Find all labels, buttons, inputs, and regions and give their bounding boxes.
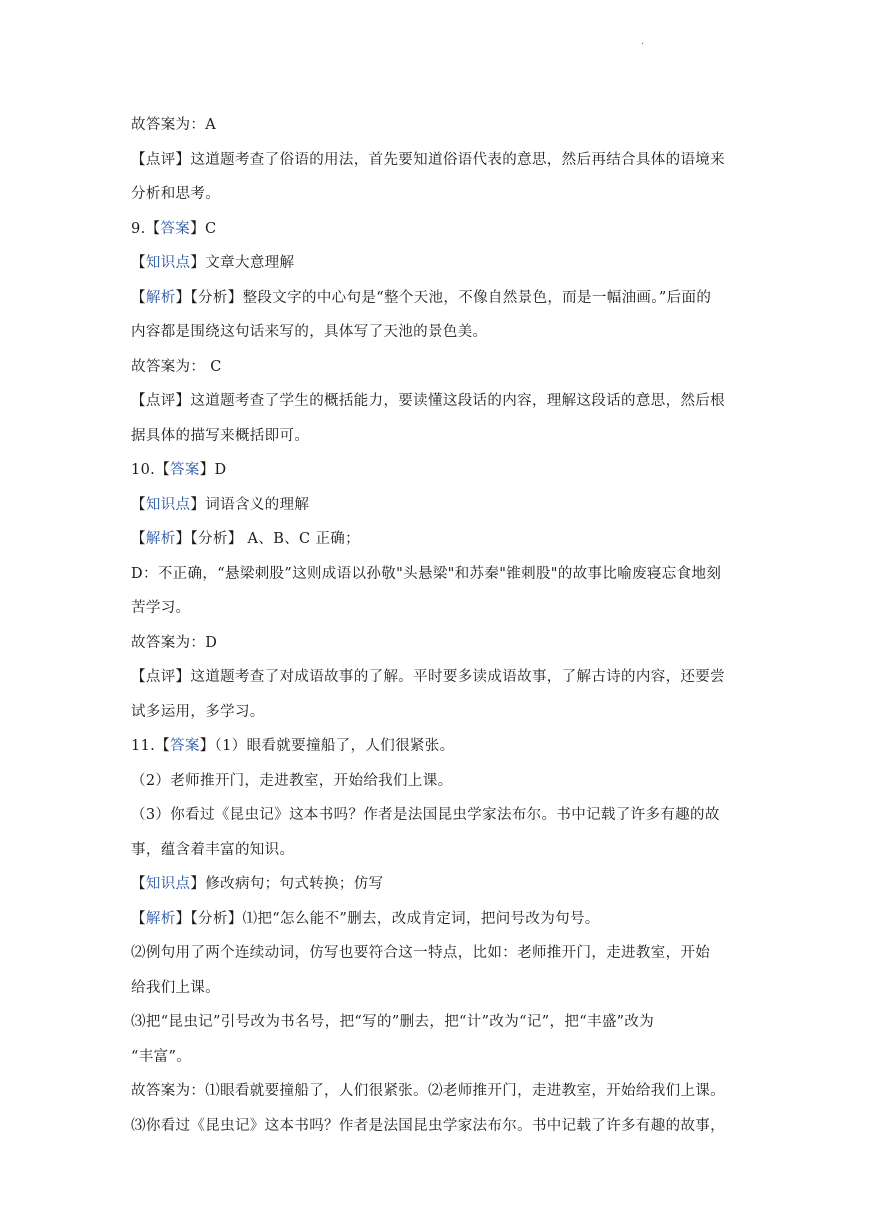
- text-line: [131, 833, 741, 868]
- text-span: 【: [145, 220, 161, 237]
- text-line: [131, 315, 741, 350]
- text-line: [131, 729, 741, 764]
- text-span: 【点评】这道题考查了学生的概括能力，要读懂这段话的内容，理解这段话的意思，然后根: [131, 393, 725, 409]
- text-span: ⑵例句用了两个连续动词，仿写也要符合这一特点，比如：老师推开门，走进教室，开始: [131, 945, 711, 961]
- text-line: [131, 867, 741, 902]
- text-span: 【: [131, 531, 146, 547]
- text-span: 【: [155, 462, 170, 478]
- text-span: 】: [190, 876, 206, 892]
- text-span: 9.: [131, 220, 146, 237]
- text-span: 11.: [131, 738, 156, 754]
- text-span: 【: [155, 738, 170, 754]
- text-span: 】: [199, 738, 215, 754]
- text-line: [131, 108, 741, 143]
- text-span: 】: [199, 462, 215, 478]
- text-line: [131, 419, 741, 454]
- text-span: 故答案为：⑴眼看就要撞船了，人们很紧张。⑵老师推开门，走进教室，开始给我们上课。: [131, 1083, 725, 1099]
- text-span: （2）老师推开门，走进教室，开始给我们上课。: [131, 772, 453, 789]
- text-line: [131, 143, 741, 178]
- text-span: “丰富”。: [131, 1048, 192, 1065]
- text-line: [131, 177, 741, 212]
- page-marker-dot: .: [641, 36, 645, 47]
- text-line: [131, 798, 741, 833]
- text-span: 故答案为：A: [131, 117, 217, 133]
- text-line: [131, 557, 741, 592]
- text-span: ⑶你看过《昆虫记》这本书吗？作者是法国昆虫学家法布尔。书中记载了许多有趣的故事，: [131, 1117, 725, 1134]
- text-span: 10.: [131, 462, 156, 478]
- text-span: 分析和思考。: [131, 186, 221, 202]
- text-span: 【分析】 A、B、C 正确；: [190, 531, 361, 547]
- text-line: [131, 1040, 741, 1075]
- text-line: [131, 1005, 741, 1040]
- text-line: [131, 1074, 741, 1109]
- section-tag: 解析: [145, 910, 176, 927]
- text-line: [131, 695, 741, 730]
- text-line: [131, 453, 741, 488]
- text-span: 给我们上课。: [131, 979, 221, 996]
- text-span: 】: [175, 531, 191, 547]
- text-span: 【: [131, 876, 146, 892]
- text-line: [131, 522, 741, 557]
- text-line: [131, 384, 741, 419]
- section-tag: 知识点: [145, 496, 191, 513]
- text-line: [131, 626, 741, 661]
- text-span: （1）眼看就要撞船了，人们很紧张。: [214, 738, 455, 754]
- text-line: [131, 350, 741, 385]
- text-span: 据具体的描写来概括即可。: [131, 427, 310, 444]
- text-span: 【分析】⑴把“怎么能不”删去，改成肯定词，把问号改为句号。: [190, 910, 600, 927]
- text-span: ⑶把“昆虫记”引号改为书名号，把“写的”删去，把“计”改为“记”，把“丰盛”改为: [131, 1014, 655, 1030]
- section-tag: 知识点: [145, 876, 191, 892]
- text-span: 】: [190, 255, 206, 271]
- text-span: 【: [131, 496, 146, 513]
- text-span: 词语含义的理解: [205, 496, 310, 513]
- text-line: [131, 1109, 741, 1144]
- text-span: 【: [131, 255, 146, 271]
- text-span: D: [214, 462, 227, 478]
- text-line: [131, 902, 741, 937]
- text-span: 文章大意理解: [205, 255, 295, 271]
- text-line: [131, 246, 741, 281]
- text-span: 苦学习。: [131, 600, 191, 616]
- section-tag: 答案: [169, 462, 200, 478]
- section-tag: 答案: [169, 738, 200, 754]
- text-line: [131, 212, 741, 247]
- text-line: [131, 591, 741, 626]
- document-body: [131, 108, 741, 1143]
- text-span: 【点评】这道题考查了对成语故事的了解。平时要多读成语故事，了解古诗的内容，还要尝: [131, 669, 725, 685]
- text-line: [131, 488, 741, 523]
- text-span: 故答案为： C: [131, 358, 222, 375]
- text-span: 试多运用，多学习。: [131, 703, 265, 720]
- text-span: 内容都是围绕这句话来写的，具体写了天池的景色美。: [131, 324, 488, 340]
- text-span: 修改病句；句式转换；仿写: [205, 876, 384, 892]
- text-span: C: [204, 220, 217, 237]
- text-line: [131, 764, 741, 799]
- section-tag: 解析: [145, 531, 176, 547]
- text-line: [131, 936, 741, 971]
- text-span: 【分析】整段文字的中心句是“整个天池，不像自然景色，而是一幅油画。”后面的: [190, 289, 712, 306]
- section-tag: 知识点: [145, 255, 191, 271]
- text-span: 事，蕴含着丰富的知识。: [131, 841, 295, 858]
- text-span: 】: [190, 496, 206, 513]
- text-span: D：不正确，“悬梁刺股”这则成语以孙敬"头悬梁"和苏秦"锥刺股"的故事比喻废寝忘食地刻: [131, 565, 722, 582]
- text-line: [131, 660, 741, 695]
- text-span: 】: [175, 910, 191, 927]
- section-tag: 解析: [145, 289, 176, 306]
- text-line: [131, 281, 741, 316]
- text-span: 】: [175, 289, 191, 306]
- section-tag: 答案: [160, 220, 191, 237]
- text-line: [131, 971, 741, 1006]
- text-span: （3）你看过《昆虫记》这本书吗？作者是法国昆虫学家法布尔。书中记载了许多有趣的故: [131, 807, 720, 823]
- text-span: 故答案为：D: [131, 634, 218, 651]
- text-span: 【: [131, 289, 146, 306]
- text-span: 】: [190, 220, 205, 237]
- text-span: 【点评】这道题考查了俗语的用法，首先要知道俗语代表的意思，然后再结合具体的语境来: [131, 151, 725, 168]
- text-span: 【: [131, 910, 146, 927]
